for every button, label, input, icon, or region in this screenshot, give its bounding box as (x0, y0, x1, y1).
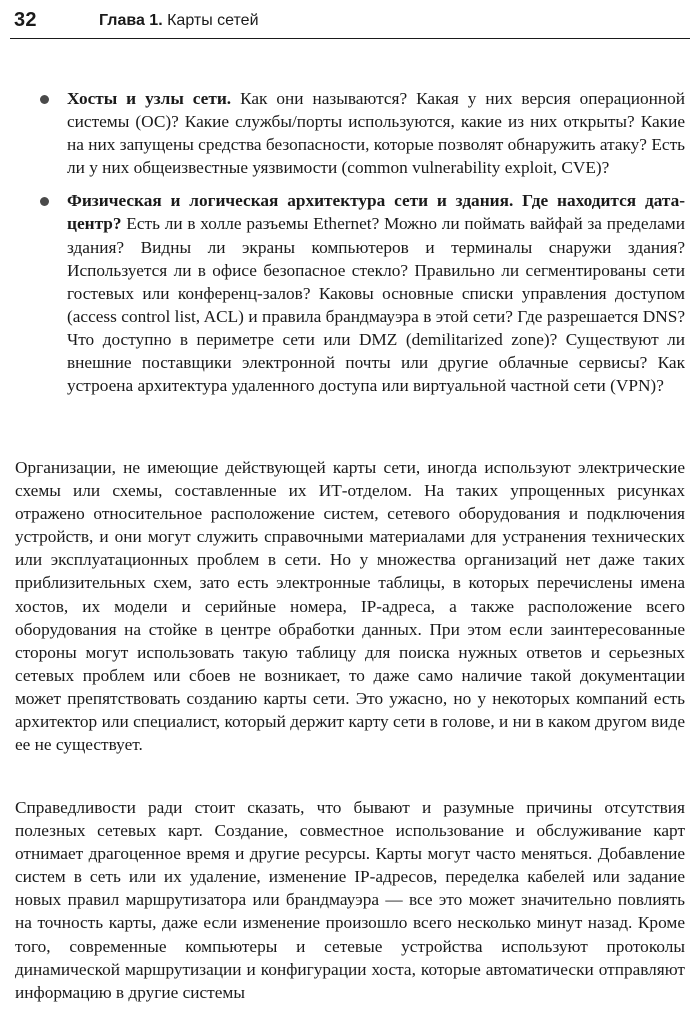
chapter-label: Глава 1. (99, 12, 163, 29)
bullet-heading: Физическая и логическая архитектура сети и здания. Где находится дата-центр? (67, 191, 685, 234)
bullet-icon (40, 197, 49, 206)
bullet-text: Как они называются? Какая у них версия операционной системы (ОС)? Какие службы/порты используются, какие из них открыты? Какие на них запущены средства безопасности, которые позволят обнаружить атаку? Есть ли у них общеизвестные уязвимости (common vulnerability exploit, CVE)? (67, 89, 685, 178)
bullet-list (67, 87, 685, 407)
running-header (10, 6, 690, 39)
page-number: 32 (14, 9, 37, 31)
paragraph: Справедливости ради стоит сказать, что бывают и разумные причины отсутствия полезных сетевых карт. Создание, совместное использование и обслуживание карт отнимает драгоценное время и другие ресурсы. Карты могут часто меняться. Добавление систем в сеть или их удаление, изменение IP-адресов, переделка кабелей или задание новых правил маршрутизатора или брандмауэра — все это может значительно повлиять на точность карты, даже если изменение произошло всего несколько минут назад. Кроме того, современные компьютеры и сетевые устройства используют протоколы динамической маршрутизации и конфигурации хоста, которые автоматически отправляют информацию в другие системы (15, 798, 685, 1002)
bullet-heading: Хосты и узлы сети. (67, 89, 232, 108)
chapter-heading (99, 12, 259, 30)
chapter-title: Карты сетей (167, 12, 259, 29)
bullet-icon (40, 95, 49, 104)
bullet-text: Есть ли в холле разъемы Ethernet? Можно ли поймать вайфай за пределами здания? Видны ли экраны компьютеров и терминалы снаружи здания? Используется ли в офисе безопасное стекло? Правильно ли сегментированы сети гостевых или конференц-залов? Каковы основные списки управления доступом (access control list, ACL) и правила брандмауэра в этой сети? Где разрешается DNS? Что доступно в периметре сети или DMZ (demilitarized zone)? Существуют ли внешние поставщики электронной почты или другие облачные сервисы? Как устроена архитектура удаленного доступа или виртуальной частной сети (VPN)? (67, 214, 685, 396)
bullet-item-hosts (67, 87, 685, 179)
paragraph: Организации, не имеющие действующей карты сети, иногда используют электрические схемы или схемы, составленные их ИТ-отделом. На таких упрощенных рисунках отражено относительное расположение систем, сетевого оборудования и подключения устройств, и они могут служить справочными материалами для устранения технических или эксплуатационных проблем в сети. Но у множества организаций нет даже таких приблизительных схем, зато есть электронные таблицы, в которых перечислены имена хостов, их модели и серийные номера, IP-адреса, а также расположение всего оборудования на стойке в центре обработки данных. При этом если заинтересованные стороны могут использовать такую таблицу для поиска нужных ответов и серьезных сетевых проблем или сбоев не возникает, то даже само наличие такой документации может препятствовать созданию карты сети. Это ужасно, но у некоторых компаний есть архитектор или специалист, который держит карту сети в голове, и ни в каком другом виде ее не существует. (15, 458, 685, 755)
bullet-item-architecture (67, 189, 685, 397)
